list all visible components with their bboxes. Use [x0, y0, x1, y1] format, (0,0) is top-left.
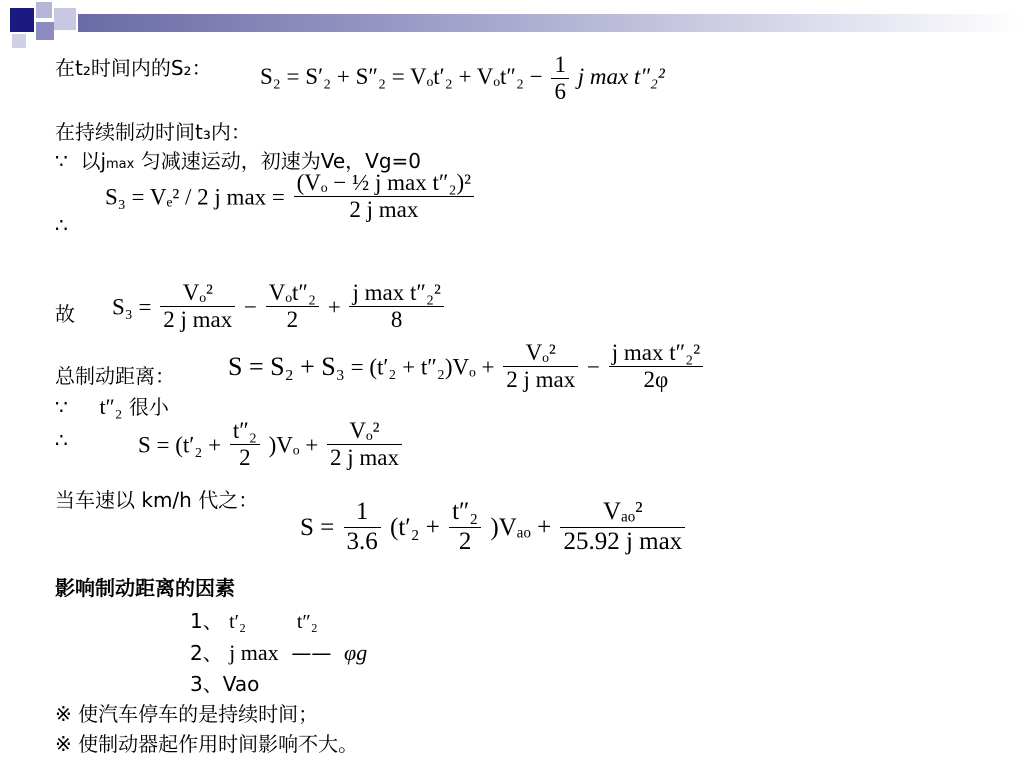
text-total-distance: 总制动距离： [55, 364, 175, 388]
equation-kmh: S = $\frac{1}{3.6}$ (t′₂ + $\frac{\text{t″₂}}{2}$ )Vₐₒ + $\frac{\text{Vₐₒ²}}{\text{25.92 j max}}$ [300, 498, 688, 557]
decor-square [12, 34, 26, 48]
factor-3: 3、Vao [190, 672, 260, 696]
equation-simplified: S = (t′₂ + $\frac{\text{t″₂}}{2}$ )Vₒ + $\frac{\text{Vₒ²}}{\text{2 j max}}$ [138, 418, 405, 472]
decor-square [10, 8, 34, 32]
text-line-2: 在持续制动时间t₃内： [55, 120, 251, 144]
equation-s3-expanded: S₃ = $\frac{\text{Vₒ²}}{\text{2 j max}}$ − $\frac{\text{Vₒt″₂}}{2}$ + $\frac{\text{j max t″₂²}}{8}$ [112, 280, 447, 334]
text-line-9: 当车速以 km/h 代之： [55, 488, 259, 512]
therefore-symbol: ∴ [55, 428, 68, 452]
text-line-1: 在t₂时间内的S₂： [55, 56, 212, 80]
decor-square [36, 22, 54, 40]
equation-s2: S₂ = S′₂ + S″₂ = Vₒt′₂ + Vₒt″₂ − $\frac{1}{6}$ j max t″₂² [260, 52, 665, 105]
note-1: ※ 使汽车停车的是持续时间； [55, 702, 319, 726]
title-gradient-bar [78, 14, 1024, 32]
equation-s3: S₃ = Vₑ² / 2 j max = $\frac{\text{(Vₒ − ½ j max t″₂)²}}{\text{2 j max}}$ [105, 170, 477, 224]
text-gu: 故 [55, 302, 75, 326]
factor-1: 1、 t′₂ t″₂ [190, 609, 318, 633]
text-line-3: ∵ 以jmax 匀减速运动，初速为Ve，Vg=0 [55, 149, 421, 173]
decor-square [36, 2, 52, 18]
equation-total: S = S₂ + S₃ = (t′₂ + t″₂)Vₒ + $\frac{\text{Vₒ²}}{\text{2 j max}}$ − $\frac{\text{j max t″₂²}}{2\varphi}$ [228, 340, 706, 394]
therefore-symbol: ∴ [55, 213, 68, 237]
decor-square [54, 8, 76, 30]
text-line-7: ∵ t″₂ 很小 [55, 394, 169, 419]
note-2: ※ 使制动器起作用时间影响不大。 [55, 732, 359, 756]
factor-2: 2、 j max —— φg [190, 640, 368, 665]
title-decoration [0, 0, 1024, 50]
section-heading: 影响制动距离的因素 [55, 576, 235, 600]
